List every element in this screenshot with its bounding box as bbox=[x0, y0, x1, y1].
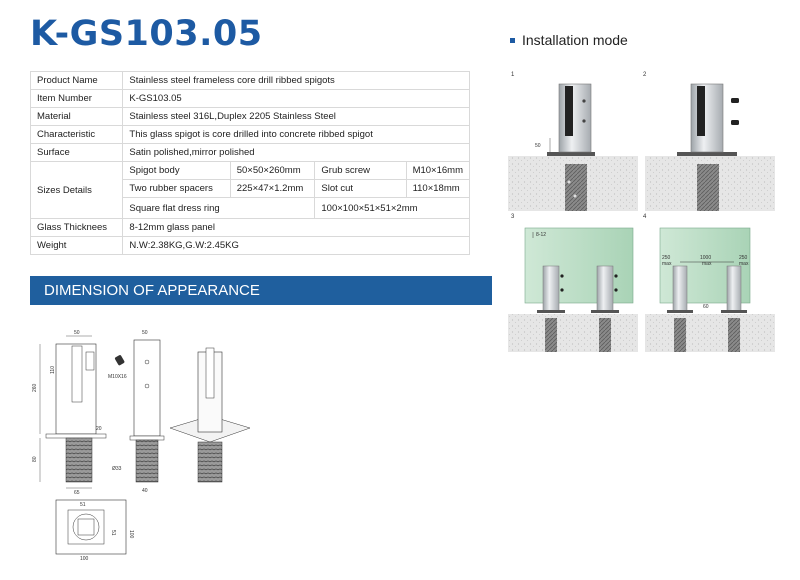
core-hole bbox=[697, 164, 719, 211]
cell: Two rubber spacers bbox=[123, 180, 230, 198]
row-label: Material bbox=[31, 108, 123, 126]
dress-ring bbox=[547, 152, 595, 156]
grub-screw-icon bbox=[731, 120, 739, 125]
dim-label: 250 bbox=[662, 255, 671, 261]
dim-label: Ø33 bbox=[112, 466, 122, 472]
table-row bbox=[31, 126, 470, 144]
cell: M10×16mm bbox=[406, 162, 469, 180]
ground bbox=[645, 314, 775, 352]
dim-label: 8-12 bbox=[536, 232, 547, 238]
row-label: Sizes Details bbox=[31, 162, 123, 219]
core-hole bbox=[565, 164, 587, 211]
ribbed-base bbox=[198, 442, 222, 482]
dim-label: 50 bbox=[142, 330, 148, 336]
dim-label: max bbox=[702, 261, 712, 267]
ribbed-base bbox=[66, 438, 92, 482]
dim-label: 51 bbox=[110, 530, 116, 536]
cell: 100×100×51×51×2mm bbox=[315, 198, 470, 219]
dim-label: 40 bbox=[142, 488, 148, 494]
dim-label: 60 bbox=[703, 304, 709, 310]
cell: Slot cut bbox=[315, 180, 406, 198]
ground bbox=[508, 314, 638, 352]
row-value: This glass spigot is core drilled into concrete ribbed spigot bbox=[123, 126, 470, 144]
grub-screw-icon bbox=[114, 355, 125, 366]
table-row bbox=[31, 162, 470, 180]
dim-label: max bbox=[739, 261, 749, 267]
dress-ring bbox=[677, 152, 737, 156]
row-label: Weight bbox=[31, 237, 123, 255]
row-value: Stainless steel 316L,Duplex 2205 Stainless Steel bbox=[123, 108, 470, 126]
row-label: Surface bbox=[31, 144, 123, 162]
glass-panel bbox=[525, 228, 633, 303]
spigot-body bbox=[559, 84, 591, 152]
step-number: 2 bbox=[643, 72, 647, 78]
installation-heading-text: Installation mode bbox=[522, 32, 628, 48]
step-number: 3 bbox=[511, 214, 515, 220]
table-row bbox=[31, 219, 470, 237]
product-code-title: K-GS103.05 bbox=[30, 14, 263, 54]
row-label: Item Number bbox=[31, 90, 123, 108]
dim-label: 50 bbox=[535, 143, 541, 149]
bullet-icon bbox=[510, 38, 515, 43]
dim-label: 65 bbox=[74, 490, 80, 496]
spigot-body bbox=[597, 266, 613, 312]
cell: Spigot body bbox=[123, 162, 230, 180]
row-value: N.W:2.38KG,G.W:2.45KG bbox=[123, 237, 470, 255]
row-value: K-GS103.05 bbox=[123, 90, 470, 108]
dim-label: M10X16 bbox=[108, 374, 127, 380]
cell: 225×47×1.2mm bbox=[230, 180, 315, 198]
dim-label: 250 bbox=[739, 255, 748, 261]
spigot-body bbox=[691, 84, 723, 152]
table-row bbox=[31, 144, 470, 162]
dimension-drawing bbox=[30, 320, 300, 560]
table-row bbox=[31, 72, 470, 90]
row-label: Glass Thicknees bbox=[31, 219, 123, 237]
step-number: 1 bbox=[511, 72, 515, 78]
row-label: Characteristic bbox=[31, 126, 123, 144]
spigot-body bbox=[727, 266, 741, 312]
step-number: 4 bbox=[643, 214, 647, 220]
cell: 50×50×260mm bbox=[230, 162, 315, 180]
table-row bbox=[31, 108, 470, 126]
slot bbox=[697, 86, 705, 136]
cell: 110×18mm bbox=[406, 180, 469, 198]
table-row bbox=[31, 237, 470, 255]
installation-heading bbox=[510, 32, 628, 48]
dim-label: 80 bbox=[32, 456, 38, 462]
cell: Grub screw bbox=[315, 162, 406, 180]
dim-label: 110 bbox=[50, 366, 56, 374]
row-value: Stainless steel frameless core drill ribbed spigots bbox=[123, 72, 470, 90]
dim-label: 1000 bbox=[700, 255, 712, 261]
dim-label: 260 bbox=[32, 383, 38, 392]
dim-label: 100 bbox=[128, 530, 134, 539]
spigot-body bbox=[673, 266, 687, 312]
table-row bbox=[31, 90, 470, 108]
dim-label: 20 bbox=[96, 426, 102, 432]
cell: Square flat dress ring bbox=[123, 198, 315, 219]
installation-diagram bbox=[505, 66, 780, 356]
spigot-body bbox=[543, 266, 559, 312]
dim-label: max bbox=[662, 261, 672, 267]
dim-label: 100 bbox=[80, 556, 89, 560]
row-value: Satin polished,mirror polished bbox=[123, 144, 470, 162]
section-banner: DIMENSION OF APPEARANCE bbox=[30, 276, 492, 305]
dim-label: 51 bbox=[80, 502, 86, 508]
grub-screw-icon bbox=[731, 98, 739, 103]
ribbed-base bbox=[136, 440, 158, 482]
spec-table bbox=[30, 71, 470, 255]
row-label: Product Name bbox=[31, 72, 123, 90]
row-value: 8-12mm glass panel bbox=[123, 219, 470, 237]
slot bbox=[565, 86, 573, 136]
dim-label: 50 bbox=[74, 330, 80, 336]
